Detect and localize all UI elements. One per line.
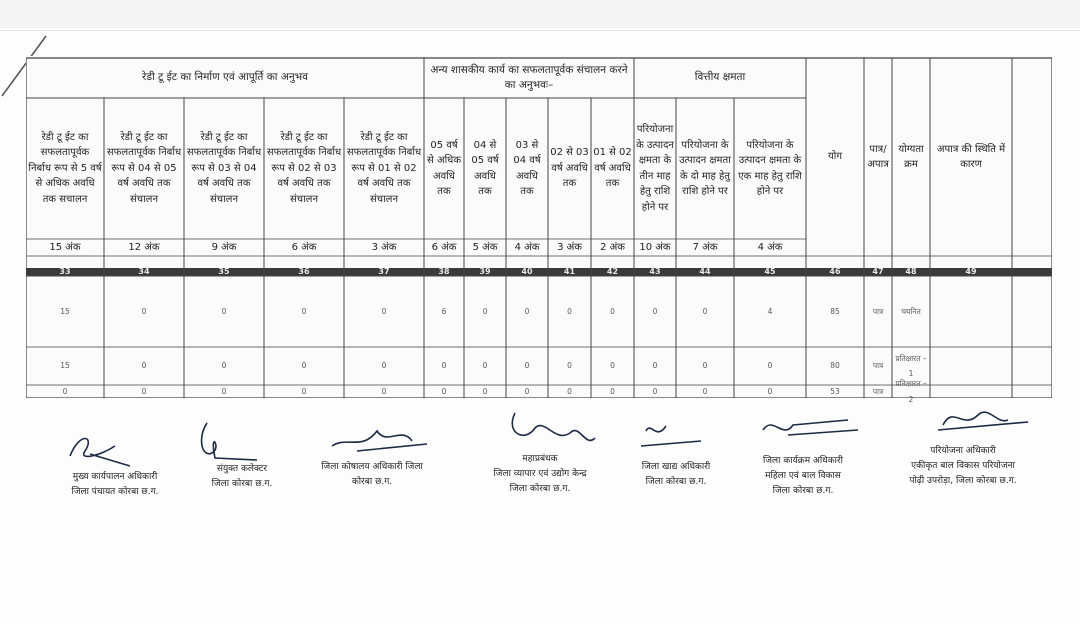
table-cell: 0 — [381, 386, 387, 396]
table-cell: 4 — [767, 306, 773, 316]
column-points: 10 अंक — [639, 241, 671, 253]
table-cell: 0 — [441, 361, 447, 371]
table-cell: 0 — [221, 361, 227, 371]
signature-mark — [485, 408, 615, 458]
column-number: 48 — [905, 267, 917, 277]
table-cell: 0 — [221, 386, 227, 396]
table-cell: 0 — [441, 386, 447, 396]
table-cell: 0 — [141, 306, 147, 316]
table-cell: 15 — [60, 361, 70, 371]
column-header: 05 वर्ष से अधिक अवधि तक — [427, 139, 461, 197]
column-points: 12 अंक — [128, 241, 160, 253]
table-cell: 53 — [830, 386, 840, 396]
column-points: 5 अंक — [472, 241, 498, 253]
top-margin-band — [0, 0, 1080, 28]
column-points: 9 अंक — [211, 241, 237, 253]
signatory-title: जिला कोषालय अधिकारी जिला कोरबा छ.ग. — [321, 462, 423, 487]
column-number: 44 — [699, 267, 711, 277]
column-number: 40 — [521, 267, 533, 277]
column-points: 4 अंक — [757, 241, 783, 253]
column-points: 15 अंक — [49, 241, 81, 253]
column-number: 36 — [298, 267, 310, 277]
signature-mark — [621, 416, 751, 466]
column-header: योग — [827, 151, 843, 163]
table-cell: 0 — [767, 386, 773, 396]
evaluation-table — [26, 56, 1052, 404]
table-cell: 0 — [482, 386, 488, 396]
signatory-title: महाप्रबंधक जिला व्यापार एवं उद्योग केन्द्र जिला कोरबा छ.ग. — [493, 454, 587, 494]
group-header-ready-to-eat: रेडी टू ईट का निर्माण एवं आपूर्ति का अनुभव — [142, 71, 308, 84]
table-cell: 0 — [524, 306, 530, 316]
column-points: 3 अंक — [371, 241, 397, 253]
column-number: 45 — [764, 267, 776, 277]
table-cell: 0 — [301, 386, 307, 396]
table-cell: प्रतिक्षारत – 2 — [895, 379, 927, 404]
table-cell: 0 — [702, 386, 708, 396]
signature-mark — [748, 410, 878, 460]
column-number: 43 — [649, 267, 661, 277]
column-number: 34 — [138, 267, 150, 277]
group-header-other-govt-work: अन्य शासकीय कार्य का सफलतापूर्वक संचालन करने का अनुभवः– — [430, 63, 628, 91]
column-points: 4 अंक — [514, 241, 540, 253]
column-header: पात्र/ अपात्र — [867, 143, 889, 170]
column-points: 6 अंक — [431, 241, 457, 253]
column-number: 37 — [378, 267, 390, 277]
signature-mark — [317, 416, 447, 466]
table-cell: 0 — [301, 306, 307, 316]
column-number: 38 — [438, 267, 450, 277]
column-header: 04 से 05 वर्ष अवधि तक — [471, 139, 499, 197]
column-header: रेडी टू ईट का सफलतापूर्वक निर्बाध रूप से 04 से 05 वर्ष अवधि तक संचालन — [106, 131, 182, 205]
column-number: 33 — [59, 267, 71, 277]
table-cell: 80 — [830, 361, 840, 371]
column-points: 7 अंक — [692, 241, 718, 253]
table-cell: 0 — [767, 361, 773, 371]
table-cell: 0 — [652, 386, 658, 396]
table-cell: 0 — [702, 306, 708, 316]
table-cell: 0 — [610, 306, 615, 316]
signatory-title: जिला कार्यक्रम अधिकारी महिला एवं बाल विकास जिला कोरबा छ.ग. — [763, 456, 843, 496]
table-cell: 0 — [141, 386, 147, 396]
table-cell: 0 — [652, 361, 658, 371]
column-header: रेडी टू ईट का सफलतापूर्वक निर्बाध रूप से 03 से 04 वर्ष अवधि तक संचालन — [186, 131, 262, 205]
column-number: 42 — [606, 267, 619, 277]
signatory-title: जिला खाद्य अधिकारी जिला कोरबा छ.ग. — [641, 462, 711, 487]
table-cell: 0 — [62, 386, 68, 396]
table-cell: 85 — [830, 306, 840, 316]
table-cell: 0 — [482, 361, 488, 371]
signature-mark — [908, 400, 1038, 450]
column-header: 02 से 03 वर्ष अवधि तक — [550, 147, 589, 190]
column-header: 01 से 02 वर्ष अवधि तक — [593, 147, 632, 190]
column-number: 47 — [872, 267, 884, 277]
column-number: 39 — [479, 267, 491, 277]
column-points: 6 अंक — [291, 241, 317, 253]
signature-block — [0, 410, 1080, 530]
table-cell: 0 — [652, 306, 658, 316]
column-number: 46 — [829, 267, 841, 277]
column-number: 35 — [218, 267, 230, 277]
table-cell: 0 — [381, 361, 387, 371]
column-header: रेडी टू ईट का सफलतापूर्वक निर्बाध रूप से 02 से 03 वर्ष अवधि तक संचालन — [266, 131, 342, 205]
column-points: 2 अंक — [600, 241, 625, 253]
table-cell: 0 — [482, 306, 488, 316]
table-cell: चयनित — [901, 306, 921, 316]
table-cell: 0 — [524, 386, 530, 396]
table-cell: 0 — [567, 306, 572, 316]
column-number: 41 — [563, 267, 576, 277]
table-cell: 15 — [60, 306, 70, 316]
table-cell: 0 — [567, 386, 572, 396]
column-number: 49 — [965, 267, 977, 277]
table-cell: 0 — [221, 306, 227, 316]
signatory-title: परियोजना अधिकारी एकीकृत बाल विकास परियोजना पोढ़ी उपरोड़ा, जिला कोरबा छ.ग. — [909, 446, 1017, 486]
table-cell: 0 — [702, 361, 708, 371]
signatory-title: मुख्य कार्यपालन अधिकारी जिला पंचायत कोरबा छ.ग. — [71, 472, 159, 497]
column-header: रेडी टू ईट का सफलतापूर्वक निर्बाध रूप से 5 वर्ष से अधिक अवधि तक सचालन — [28, 131, 102, 205]
signature-mark — [60, 426, 190, 476]
table-cell: प्रतिक्षारत – 1 — [895, 353, 927, 378]
table-cell: 0 — [610, 361, 615, 371]
table-cell: 0 — [301, 361, 307, 371]
column-header: परियोजना के उत्पादन क्षमता के एक माह हेतु राशि होने पर — [738, 139, 802, 197]
column-header: 03 से 04 वर्ष अवधि तक — [513, 139, 541, 197]
column-header: योग्यता क्रम — [898, 143, 924, 170]
table-cell: पात्र — [872, 386, 884, 396]
table-cell: 0 — [381, 306, 387, 316]
table-cell: 0 — [567, 361, 572, 371]
group-header-financial-capacity: वित्तीय क्षमता — [694, 71, 746, 84]
table-cell: 0 — [610, 386, 615, 396]
table-cell: 0 — [141, 361, 147, 371]
column-points: 3 अंक — [557, 241, 582, 253]
column-header: परियोजना के उत्पादन क्षमता के दो माह हेतु राशि होने पर — [679, 139, 731, 197]
column-header: परियोजना के उत्पादन क्षमता के तीन माह हेतु राशि होने पर — [636, 124, 674, 213]
table-cell: 0 — [524, 361, 530, 371]
table-cell: 6 — [441, 306, 447, 316]
table-cell: पात्र — [872, 306, 884, 316]
column-header: रेडी टू ईट का सफलतापूर्वक निर्बाध रूप से 01 से 02 वर्ष अवधि तक संचालन — [346, 131, 422, 205]
top-margin-line — [0, 30, 1080, 31]
column-header: अपात्र की स्थिति में कारण — [936, 143, 1006, 170]
signatory-title: संयुक्त कलेक्टर जिला कोरबा छ.ग. — [211, 464, 273, 489]
table-cell: पात्र — [872, 361, 884, 371]
